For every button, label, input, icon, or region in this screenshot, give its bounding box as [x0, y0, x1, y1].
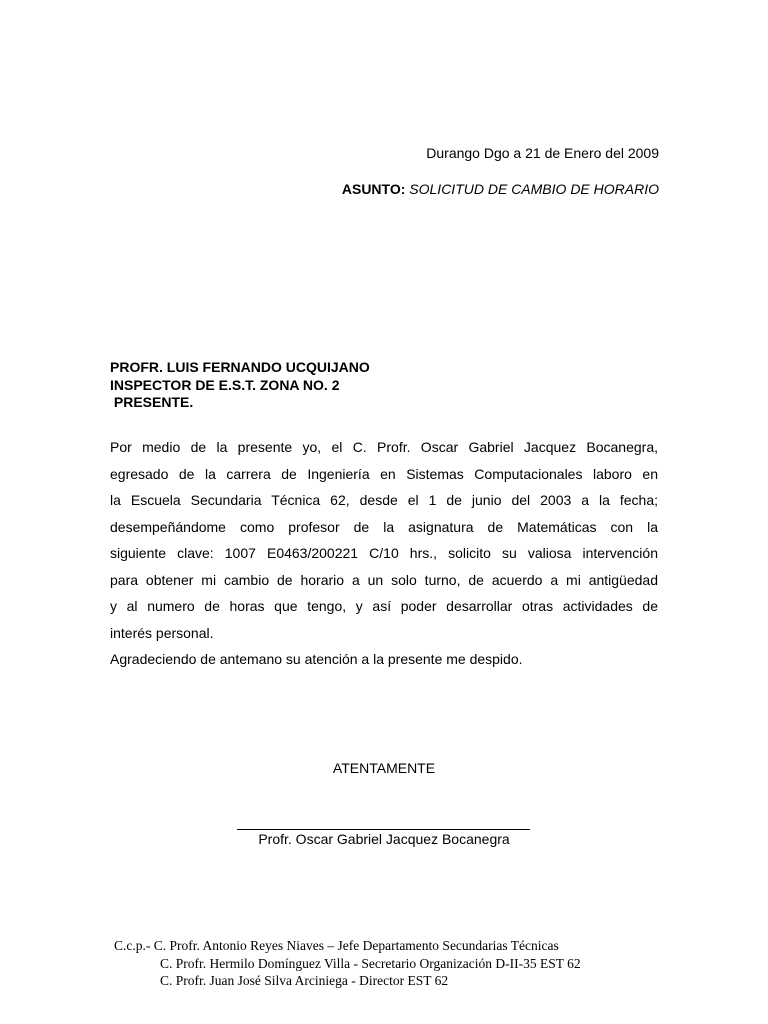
body-line: interés personal.: [110, 624, 214, 641]
body-line: siguiente clave: 1007 E0463/200221 C/10 hrs., solicito su valiosa intervención: [110, 545, 658, 561]
cc-block: [114, 937, 581, 990]
body-line: Por medio de la presente yo, el C. Profr. Oscar Gabriel Jacquez Bocanegra,: [110, 439, 658, 455]
cc-line: C.c.p.- C. Profr. Antonio Reyes Niaves – Jefe Departamento Secundarias Técnicas: [114, 938, 559, 953]
place-date: Durango Dgo a 21 de Enero del 2009: [426, 145, 659, 161]
signer-name: Profr. Oscar Gabriel Jacquez Bocanegra: [258, 831, 510, 847]
subject-text: SOLICITUD DE CAMBIO DE HORARIO: [405, 181, 659, 197]
subject-label: ASUNTO:: [341, 181, 406, 197]
body-line: egresado de la carrera de Ingeniería en Sistemas Computacionales laboro en: [110, 465, 658, 482]
recipient-title: INSPECTOR DE E.S.T. ZONA NO. 2: [110, 376, 340, 393]
subject-line: [342, 181, 659, 197]
letter-body: [110, 434, 658, 673]
signature-line: [237, 829, 530, 830]
cc-line: C. Profr. Juan José Silva Arciniega - Director EST 62: [160, 973, 449, 988]
cc-line: C. Profr. Hermilo Domínguez Villa - Secretario Organización D-II-35 EST 62: [160, 955, 581, 971]
body-line: desempeñándome como profesor de la asignatura de Matemáticas con la: [110, 518, 658, 535]
recipient-presente: PRESENTE.: [110, 394, 194, 410]
body-line: la Escuela Secundaria Técnica 62, desde el 1 de junio del 2003 a la fecha;: [110, 492, 658, 508]
body-line: y al numero de horas que tengo, y así poder desarrollar otras actividades de: [110, 598, 658, 614]
closing-salutation: ATENTAMENTE: [332, 760, 436, 776]
recipient-name: PROFR. LUIS FERNANDO UCQUIJANO: [110, 359, 370, 375]
thanks-line: Agradeciendo de antemano su atención a la presente me despido.: [110, 651, 523, 667]
recipient-block: [110, 359, 370, 412]
body-line: para obtener mi cambio de horario a un solo turno, de acuerdo a mi antigüedad: [110, 571, 658, 588]
